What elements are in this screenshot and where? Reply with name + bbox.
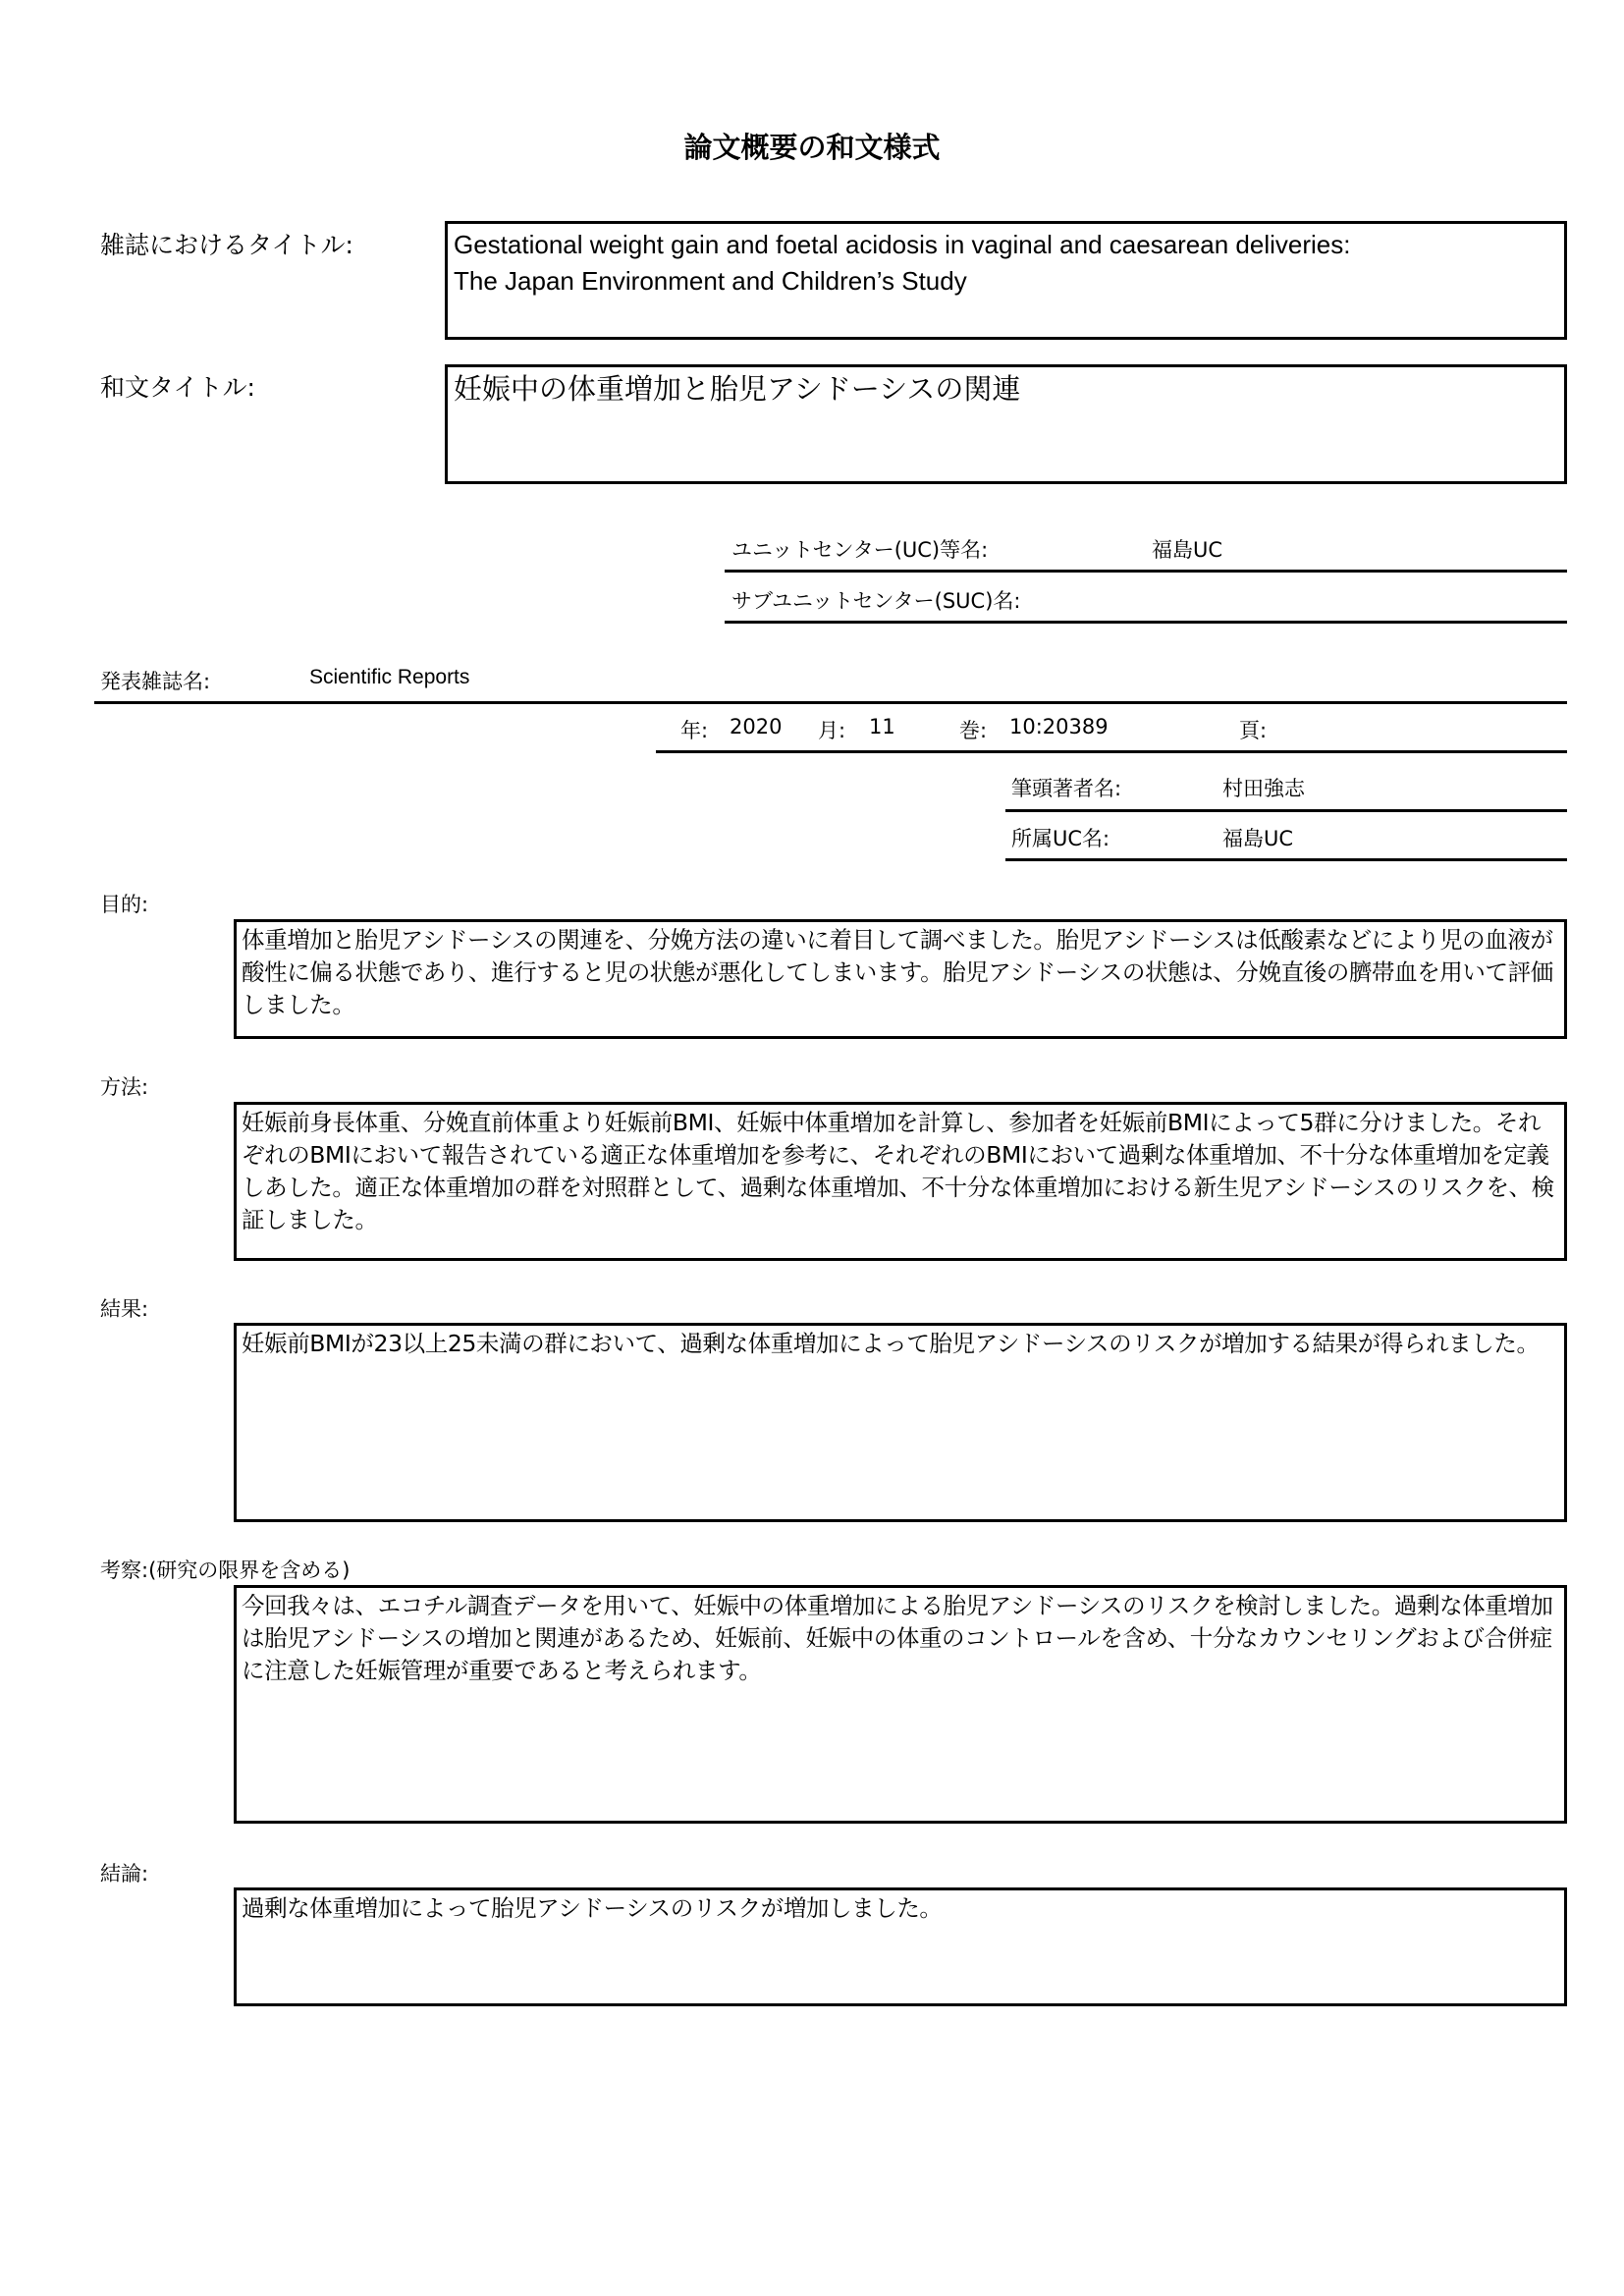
year-value: 2020 [730,715,783,738]
methods-box [234,1102,1567,1261]
sub-unit-center-label: サブユニットセンター(SUC)名: [731,589,1021,613]
unit-center-rule [725,570,1567,573]
year-label: 年: [680,719,709,742]
results-label: 結果: [100,1297,149,1321]
objective-box [234,919,1567,1039]
unit-center-value: 福島UC [1152,538,1223,562]
discussion-text: 今回我々は、エコチル調査データを用いて、妊娠中の体重増加による胎児アシドーシスのリスクを検討しました。過剰な体重増加は胎児アシドーシスの増加と関連があるため、妊娠前、妊娠中の体重のコントロールを含め、十分なカウンセリングおよび合併症に注意した妊娠管理が重要であると考えられます。 [242,1592,1553,1684]
conclusion-label: 結論: [100,1862,149,1886]
publication-details-rule [656,750,1567,753]
methods-text: 妊娠前身長体重、分娩直前体重より妊娠前BMI、妊娠中体重増加を計算し、参加者を妊娠前BMIによって5群に分けました。それぞれのBMIにおいて報告されている適正な体重増加を参考に、それぞれのBMIにおいて過剰な体重増加、不十分な体重増加を定義しあした。適正な体重増加の群を対照群として、過剰な体重増加、不十分な体重増加における新生児アシドーシスのリスクを、検証しました。 [242,1109,1554,1233]
objective-text: 体重増加と胎児アシドーシスの関連を、分娩方法の違いに着目して調べました。胎児アシドーシスは低酸素などにより児の血液が酸性に偏る状態であり、進行すると児の状態が悪化してしまいます。胎児アシドーシスの状態は、分娩直後の臍帯血を用いて評価しました。 [242,926,1553,1018]
first-author-label: 筆頭著者名: [1011,777,1122,800]
affiliation-rule [1005,858,1567,861]
results-box [234,1323,1567,1522]
objective-label: 目的: [100,893,149,916]
sub-unit-center-rule [725,621,1567,624]
japanese-title-label: 和文タイトル: [100,373,255,402]
japanese-title-box [445,364,1567,484]
journal-name-label: 発表雑誌名: [100,670,211,693]
results-text: 妊娠前BMIが23以上25未満の群において、過剰な体重増加によって胎児アシドーシスのリスクが増加する結果が得られました。 [242,1330,1540,1357]
journal-title-line1: Gestational weight gain and foetal acidosis in vaginal and caesarean deliveries: [454,230,1351,259]
unit-center-label: ユニットセンター(UC)等名: [731,538,989,562]
conclusion-text: 過剰な体重増加によって胎児アシドーシスのリスクが増加しました。 [242,1894,943,1922]
first-author-rule [1005,809,1567,812]
japanese-title-value: 妊娠中の体重増加と胎児アシドーシスの関連 [454,372,1021,406]
discussion-box [234,1585,1567,1824]
first-author-value: 村田強志 [1222,777,1305,800]
journal-name-rule [94,701,1567,704]
journal-title-box [445,221,1567,340]
journal-title-label: 雑誌におけるタイトル: [100,231,353,259]
page-label: 頁: [1239,719,1268,742]
discussion-label: 考察:(研究の限界を含める) [100,1558,351,1582]
month-label: 月: [818,719,846,742]
conclusion-box [234,1887,1567,2006]
month-value: 11 [869,715,895,738]
volume-label: 巻: [959,719,988,742]
affiliation-label: 所属UC名: [1011,827,1110,850]
affiliation-value: 福島UC [1222,827,1294,850]
methods-label: 方法: [100,1075,149,1099]
volume-value: 10:20389 [1009,715,1109,738]
journal-title-line2: The Japan Environment and Children’s Study [454,266,967,296]
page-title: 論文概要の和文様式 [683,131,941,164]
journal-name-value: Scientific Reports [309,666,470,688]
